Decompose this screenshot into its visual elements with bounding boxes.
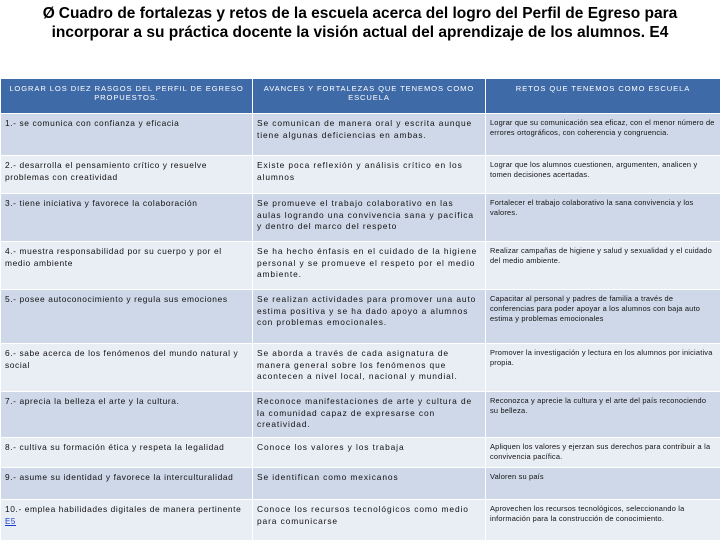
avances-cell: Reconoce manifestaciones de arte y cultura de la comunidad capaz de expresarse con creatividad. [253,392,486,438]
header-retos: RETOS QUE TENEMOS COMO ESCUELA [486,79,720,114]
retos-cell: Realizar campañas de higiene y salud y sexualidad y el cuidado del medio ambiente. [486,242,720,290]
bullet-arrow-icon: Ø [42,5,55,22]
avances-cell: Conoce los recursos tecnológicos como medio para comunicarse [253,500,486,540]
table-header-row [1,79,720,114]
table-row [1,438,720,468]
header-avances: AVANCES Y FORTALEZAS QUE TENEMOS COMO ESCUELA [253,79,486,114]
table-row [1,194,720,242]
retos-cell: Capacitar al personal y padres de familia a través de conferencias para poder apoyar a los alumnos con baja auto estima y problemas emocionales [486,290,720,344]
retos-cell: Apliquen los valores y ejerzan sus derechos para contribuir a la convivencia pacífica. [486,438,720,468]
rasgo-cell [1,500,253,540]
table-row [1,468,720,500]
retos-cell: Aprovechen los recursos tecnológicos, seleccionando la información para la construcción de conocimiento. [486,500,720,540]
table-row [1,114,720,156]
avances-cell: Se ha hecho énfasis en el cuidado de la higiene personal y se promueve el respeto por el medio ambiente. [253,242,486,290]
retos-cell: Lograr que su comunicación sea eficaz, con el menor número de errores ortográficos, con coherencia y congruencia. [486,114,720,156]
avances-cell: Se promueve el trabajo colaborativo en las aulas logrando una convivencia sana y pacífica y dentro del marco del respeto [253,194,486,242]
table-row [1,344,720,392]
fortalezas-table-container [0,78,720,540]
avances-cell: Conoce los valores y los trabaja [253,438,486,468]
rasgo-cell: 8.- cultiva su formación ética y respeta la legalidad [1,438,253,468]
rasgo-text: 10.- emplea habilidades digitales de manera pertinente [5,504,242,514]
rasgo-cell: 3.- tiene iniciativa y favorece la colaboración [1,194,253,242]
rasgo-cell: 2.- desarrolla el pensamiento crítico y resuelve problemas con creatividad [1,156,253,194]
rasgo-cell: 6.- sabe acerca de los fenómenos del mundo natural y social [1,344,253,392]
retos-cell: Fortalecer el trabajo colaborativo la sana convivencia y los valores. [486,194,720,242]
retos-cell: Lograr que los alumnos cuestionen, argumenten, analicen y tomen decisiones acertadas. [486,156,720,194]
rasgo-cell: 7.- aprecia la belleza el arte y la cultura. [1,392,253,438]
header-rasgos: LOGRAR LOS DIEZ RASGOS DEL PERFIL DE EGRESO PROPUESTOS. [1,79,253,114]
rasgo-cell: 4.- muestra responsabilidad por su cuerpo y por el medio ambiente [1,242,253,290]
rasgo-cell: 1.- se comunica con confianza y eficacia [1,114,253,156]
avances-cell: Se identifican como mexicanos [253,468,486,500]
avances-cell: Se realizan actividades para promover una auto estima positiva y se ha dado apoyo a alumnos con problemas emocionales. [253,290,486,344]
table-row [1,242,720,290]
fortalezas-table [0,78,720,540]
retos-cell: Valoren su país [486,468,720,500]
page-title [8,4,712,42]
title-text: Cuadro de fortalezas y retos de la escuela acerca del logro del Perfil de Egreso para incorporar a su práctica docente la visión actual del aprendizaje de los alumnos. E4 [51,5,678,41]
rasgo-cell: 5.- posee autoconocimiento y regula sus emociones [1,290,253,344]
table-row [1,156,720,194]
table-row [1,392,720,438]
retos-cell: Reconozca y aprecie la cultura y el arte del país reconociendo su belleza. [486,392,720,438]
table-row [1,290,720,344]
e5-link[interactable]: E5 [5,516,16,526]
rasgo-cell: 9.- asume su identidad y favorece la interculturalidad [1,468,253,500]
avances-cell: Se aborda a través de cada asignatura de manera general sobre los fenómenos que acontecen a nivel local, nacional y mundial. [253,344,486,392]
avances-cell: Se comunican de manera oral y escrita aunque tiene algunas deficiencias en ambas. [253,114,486,156]
avances-cell: Existe poca reflexión y análisis crítico en los alumnos [253,156,486,194]
retos-cell: Promover la investigación y lectura en los alumnos por iniciativa propia. [486,344,720,392]
table-row [1,500,720,540]
